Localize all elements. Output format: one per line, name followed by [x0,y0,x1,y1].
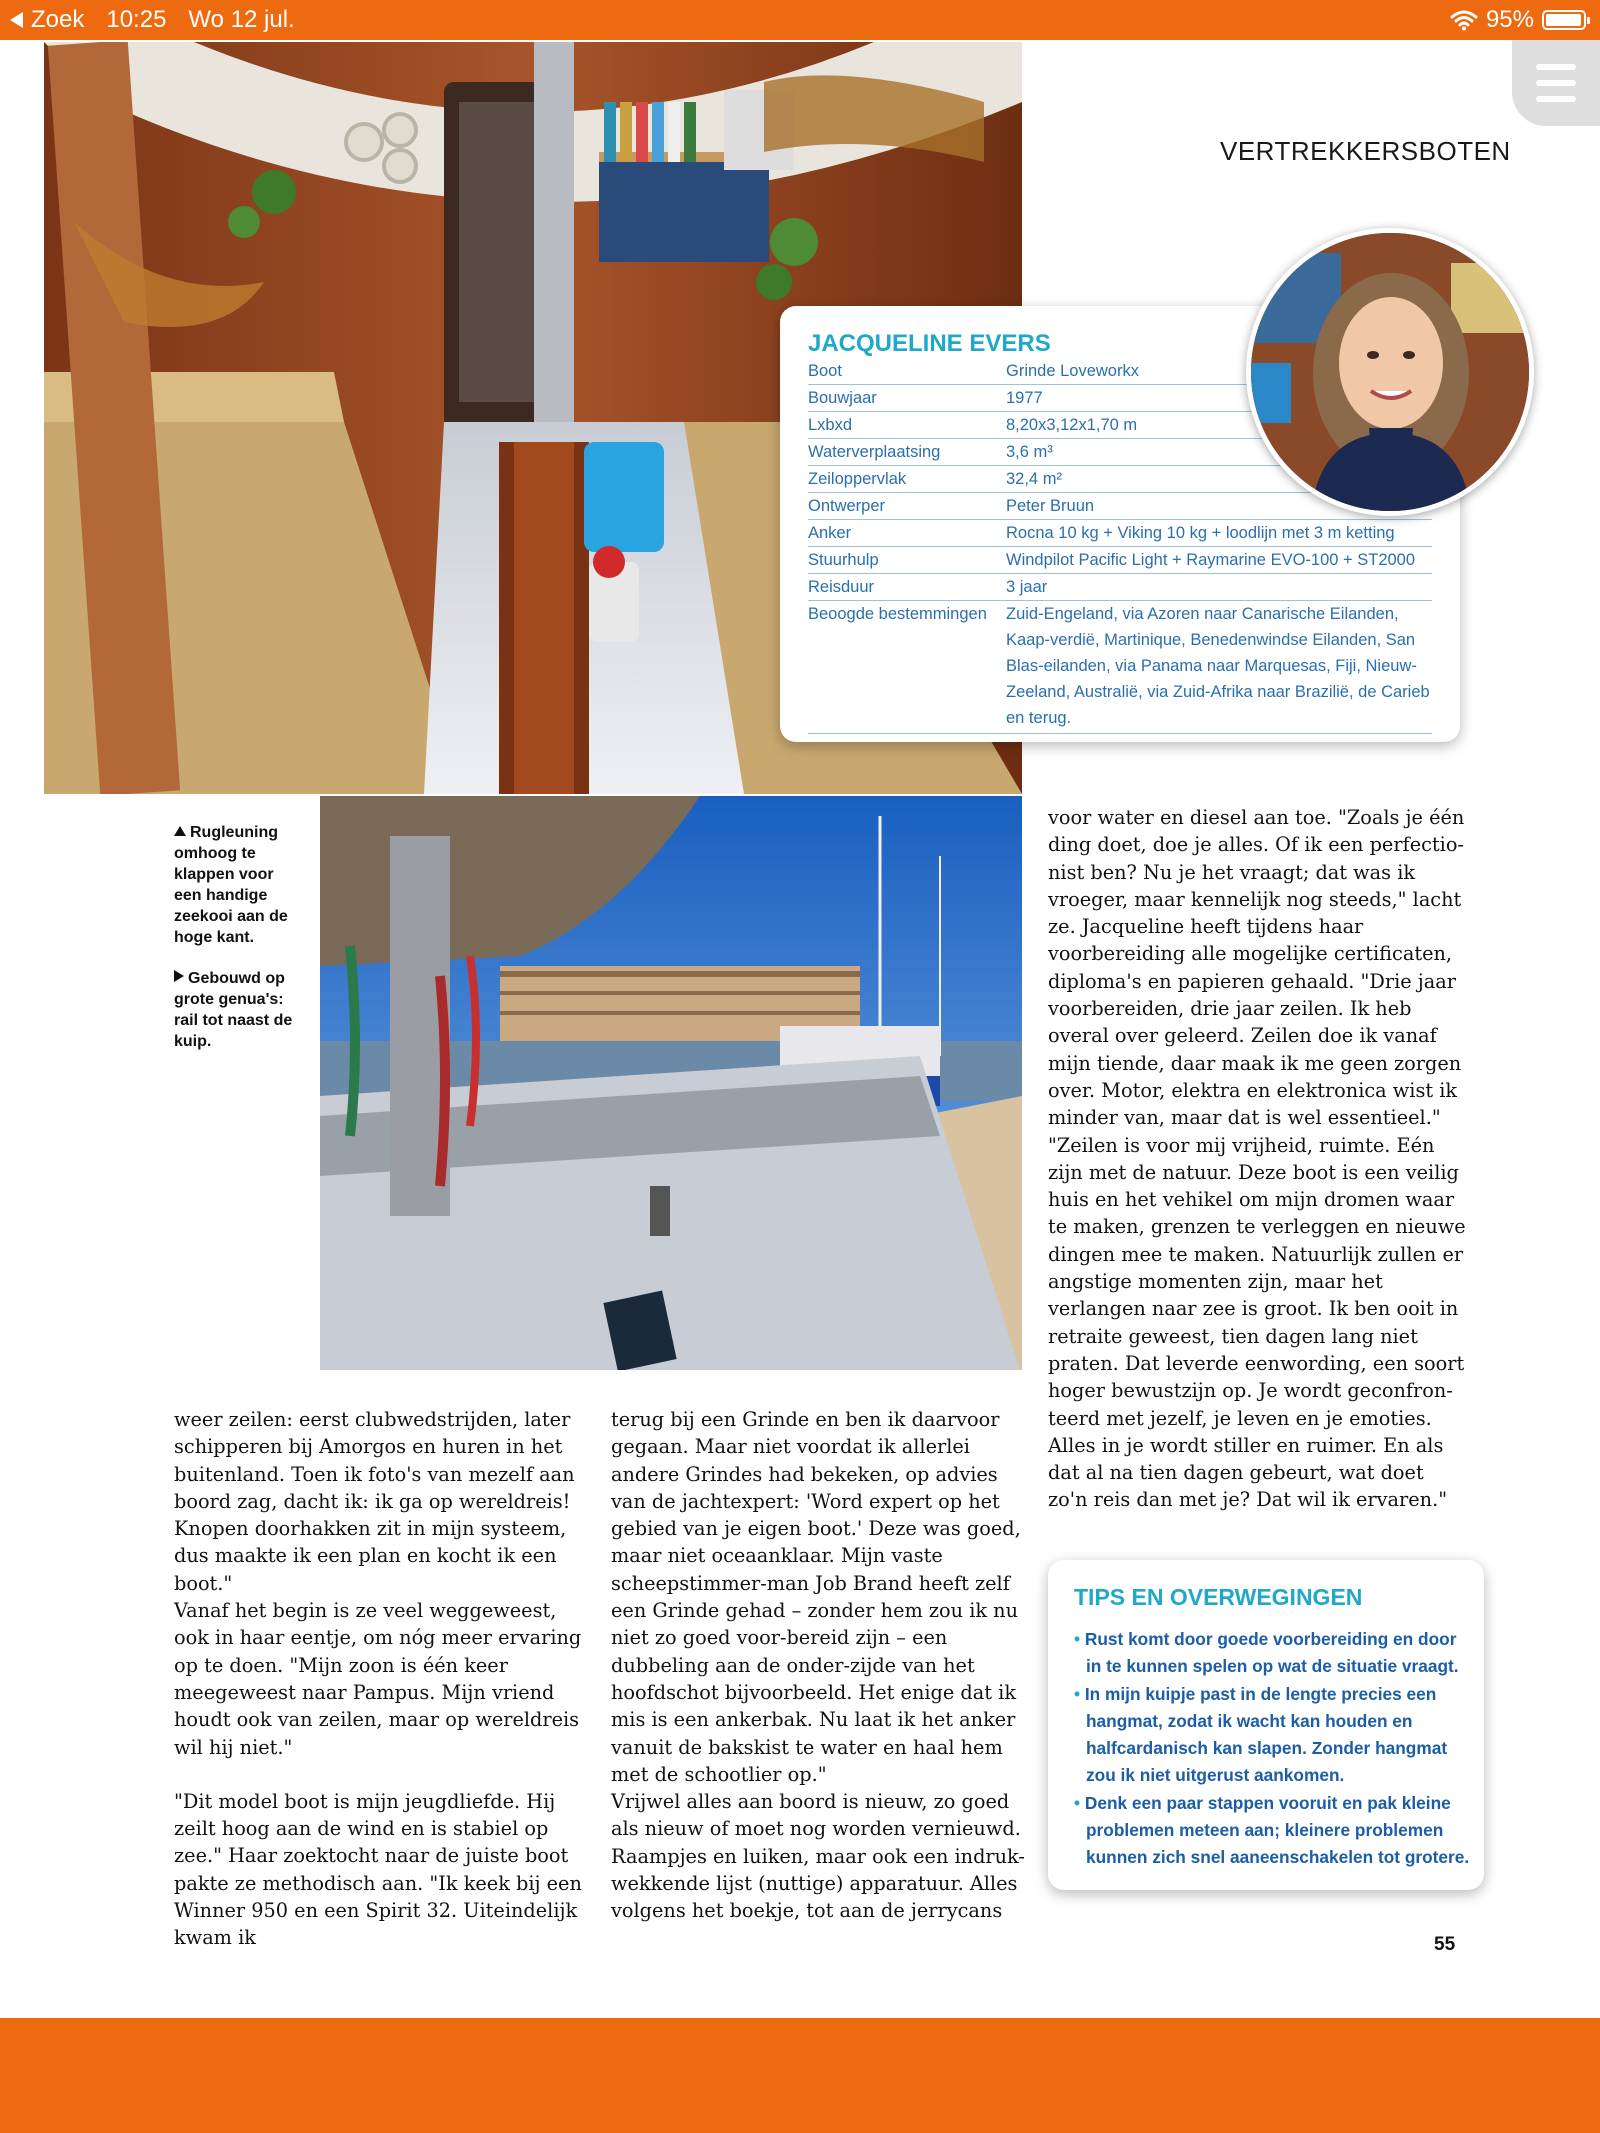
tip-item [1074,1681,1470,1790]
spec-value: 8,20x3,12x1,70 m [1006,416,1138,434]
spec-key: Bouwjaar [808,389,877,407]
menu-icon-bar [1536,64,1576,70]
tip-text: In mijn kuipje past in de lengte precies een hangmat, zodat ik wacht kan houden en halfcardanisch kan slapen. Zonder hangmat zou ik niet uitgerust aankomen. [1084,1683,1448,1786]
spec-key: Anker [808,524,852,542]
photo-caption [174,968,304,1052]
paragraph: "Dit model boot is mijn jeugdliefde. Hij zeilt hoog aan de wind en is stabiel op zee." Haar zoektocht naar de juiste boot pakte ze methodisch aan. "Ik keek bij een Winner 950 en een Spirit 32. Uiteindelijk kwam ik [174,1789,582,1950]
spec-value: 32,4 m² [1006,470,1062,488]
spec-key: Boot [808,362,842,380]
menu-icon-bar [1536,96,1576,102]
spec-value: Peter Bruun [1006,497,1095,515]
paragraph: weer zeilen: eerst clubwedstrijden, later schipperen bij Amorgos en huren in het buitenland. Toen ik foto's van mezelf aan boord zag, dacht ik: ik ga op wereldreis! Knopen doorhakken zit in mijn systeem, dus maakte ik een plan en kocht ik een boot." [174,1408,575,1595]
caption-text: Rugleuning omhoog te klappen voor een handige zeekooi aan de hoge kant. [174,824,288,946]
paragraph: Vanaf het begin is ze veel weggeweest, ook in haar eentje, om nóg meer ervaring op te doen. "Mijn zoon is één keer meegeweest naar Pampus. Mijn vriend houdt ook van zeilen, maar op wereldreis wil hij niet." [174,1599,582,1759]
triangle-up-icon [174,826,186,836]
spec-key: Reisduur [808,578,875,596]
tip-item [1074,1790,1470,1872]
spec-key: Waterverplaatsing [808,443,941,461]
bullet-icon: • [1074,1792,1085,1813]
clock: 10:25 [106,6,167,33]
portrait-illustration [1251,233,1529,511]
wifi-icon [1450,9,1478,31]
spec-row [808,547,1432,574]
triangle-right-icon [174,970,184,982]
back-label: Zoek [31,6,85,33]
tips-list [1074,1626,1470,1872]
boat-deck-illustration [320,796,1022,1370]
spec-value: 3,6 m³ [1006,443,1053,461]
paragraph: Vrijwel alles aan boord is nieuw, zo goed als nieuw of moet nog worden vernieuwd. Raampjes en luiken, maar ook een indruk-wekkende lijst (nuttige) apparatuur. Alles volgens het boekje, tot aan de jerrycans [611,1790,1025,1923]
photo-caption [174,822,304,948]
spec-row [808,520,1432,547]
spec-value: Windpilot Pacific Light + Raymarine EVO-100 + ST2000 [1006,551,1416,569]
spec-value: Rocna 10 kg + Viking 10 kg + loodlijn met 3 m ketting [1006,524,1395,542]
spec-value: Zuid-Engeland, via Azoren naar Canarische Eilanden, Kaap-verdië, Martinique, Benedenwindse Eilanden, San Blas-eilanden, via Panama naar Marquesas, Fiji, Nieuw-Zeeland, Australië, via Zuid-Afrika naar Brazilië, de Carieb en terug. [1006,605,1430,727]
tip-text: Rust komt door goede voorbereiding en door in te kunnen spelen op wat de situatie vraagt. [1084,1629,1459,1677]
tips-title: TIPS EN OVERWEGINGEN [1074,1584,1363,1610]
tip-item [1074,1626,1470,1681]
battery-percentage: 95% [1485,6,1534,33]
back-arrow-icon [10,12,23,28]
section-title: VERTREKKERSBOTEN [1220,136,1511,166]
paragraph: "Zeilen is voor mij vrijheid, ruimte. Eén zijn met de natuur. Deze boot is een veilig huis en het vehikel om mijn dromen waar te maken, grenzen te verleggen en nieuwe dingen mee te maken. Natuurlijk zullen er angstige momenten zijn, maar het verlangen naar zee is groot. Ik ben ooit in retraite geweest, tien dagen lang niet praten. Dat leverde eenwording, een soort hoger bewustzijn op. Je wordt geconfron-teerd met jezelf, je leven en je emoties. Alles in je wordt stiller en ruimer. En als dat al na tien dagen gebeurt, wat doet zo'n reis dan met je? Dat wil ik ervaren." [1048,1133,1466,1512]
portrait-photo [1246,228,1534,516]
date: Wo 12 jul. [188,6,295,33]
profile-name: JACQUELINE EVERS [808,330,1051,357]
article-column-3 [1048,804,1466,1514]
spec-key: Lxbxd [808,416,853,434]
spec-row [808,574,1432,601]
boat-deck-photo [320,796,1022,1370]
tips-box [1048,1560,1484,1890]
spec-value: 3 jaar [1006,578,1048,596]
tip-text: Denk een paar stappen vooruit en pak kleine problemen meteen aan; kleinere problemen kunnen zich snel aaneenschakelen tot grotere. [1084,1792,1470,1868]
article-column-1 [174,1406,590,1952]
menu-icon-bar [1536,80,1576,86]
article-column-2 [611,1406,1027,1925]
spec-value: Grinde Loveworkx [1006,362,1139,380]
bottom-bar [0,2018,1600,2133]
bullet-icon: • [1074,1683,1085,1704]
paragraph: terug bij een Grinde en ben ik daarvoor gegaan. Maar niet voordat ik allerlei andere Grindes had bekeken, op advies van de jachtexpert: 'Word expert op het gebied van je eigen boot.' Deze was goed, maar niet oceaanklaar. Mijn vaste scheepstimmer-man Job Brand heeft zelf een Grinde gehad – zonder hem zou ik nu niet zo goed voor-bereid zijn – een dubbeling aan de onder-zijde van het hoofdschot bijvoorbeeld. Het enige dat ik mis is een ankerbak. Nu laat ik het anker vanuit de bakskist te water en haal hem met de schootlier op." [611,1408,1021,1786]
spec-key: Stuurhulp [808,551,879,569]
battery-icon [1542,10,1586,30]
spec-key: Beoogde bestemmingen [808,605,987,623]
spec-key: Zeiloppervlak [808,470,907,488]
status-bar [0,0,1600,40]
spec-row [808,601,1432,734]
paragraph: voor water en diesel aan toe. "Zoals je één ding doet, doe je alles. Of ik een perfectio-nist ben? Nu je het vraagt; dat was ik vroeger, maar kennelijk nog steeds," lacht ze. Jacqueline heeft tijdens haar voorbereiding alle mogelijke certificaten, diploma's en papieren gehaald. "Drie jaar voorbereiden, drie jaar zeilen. Ik heb overal over geleerd. Zeilen doe ik vanaf mijn tiende, daar maak ik me geen zorgen over. Motor, elektra en elektronica wist ik minder van, maar dat is wel essentieel." [1048,806,1465,1130]
page-number: 55 [1434,1934,1456,1955]
menu-button[interactable] [1512,40,1600,126]
spec-key: Ontwerper [808,497,886,515]
bullet-icon: • [1074,1629,1085,1649]
spec-value: 1977 [1006,389,1043,407]
back-to-search-link[interactable] [10,6,84,34]
caption-text: Gebouwd op grote genua's: rail tot naast de kuip. [174,970,293,1050]
